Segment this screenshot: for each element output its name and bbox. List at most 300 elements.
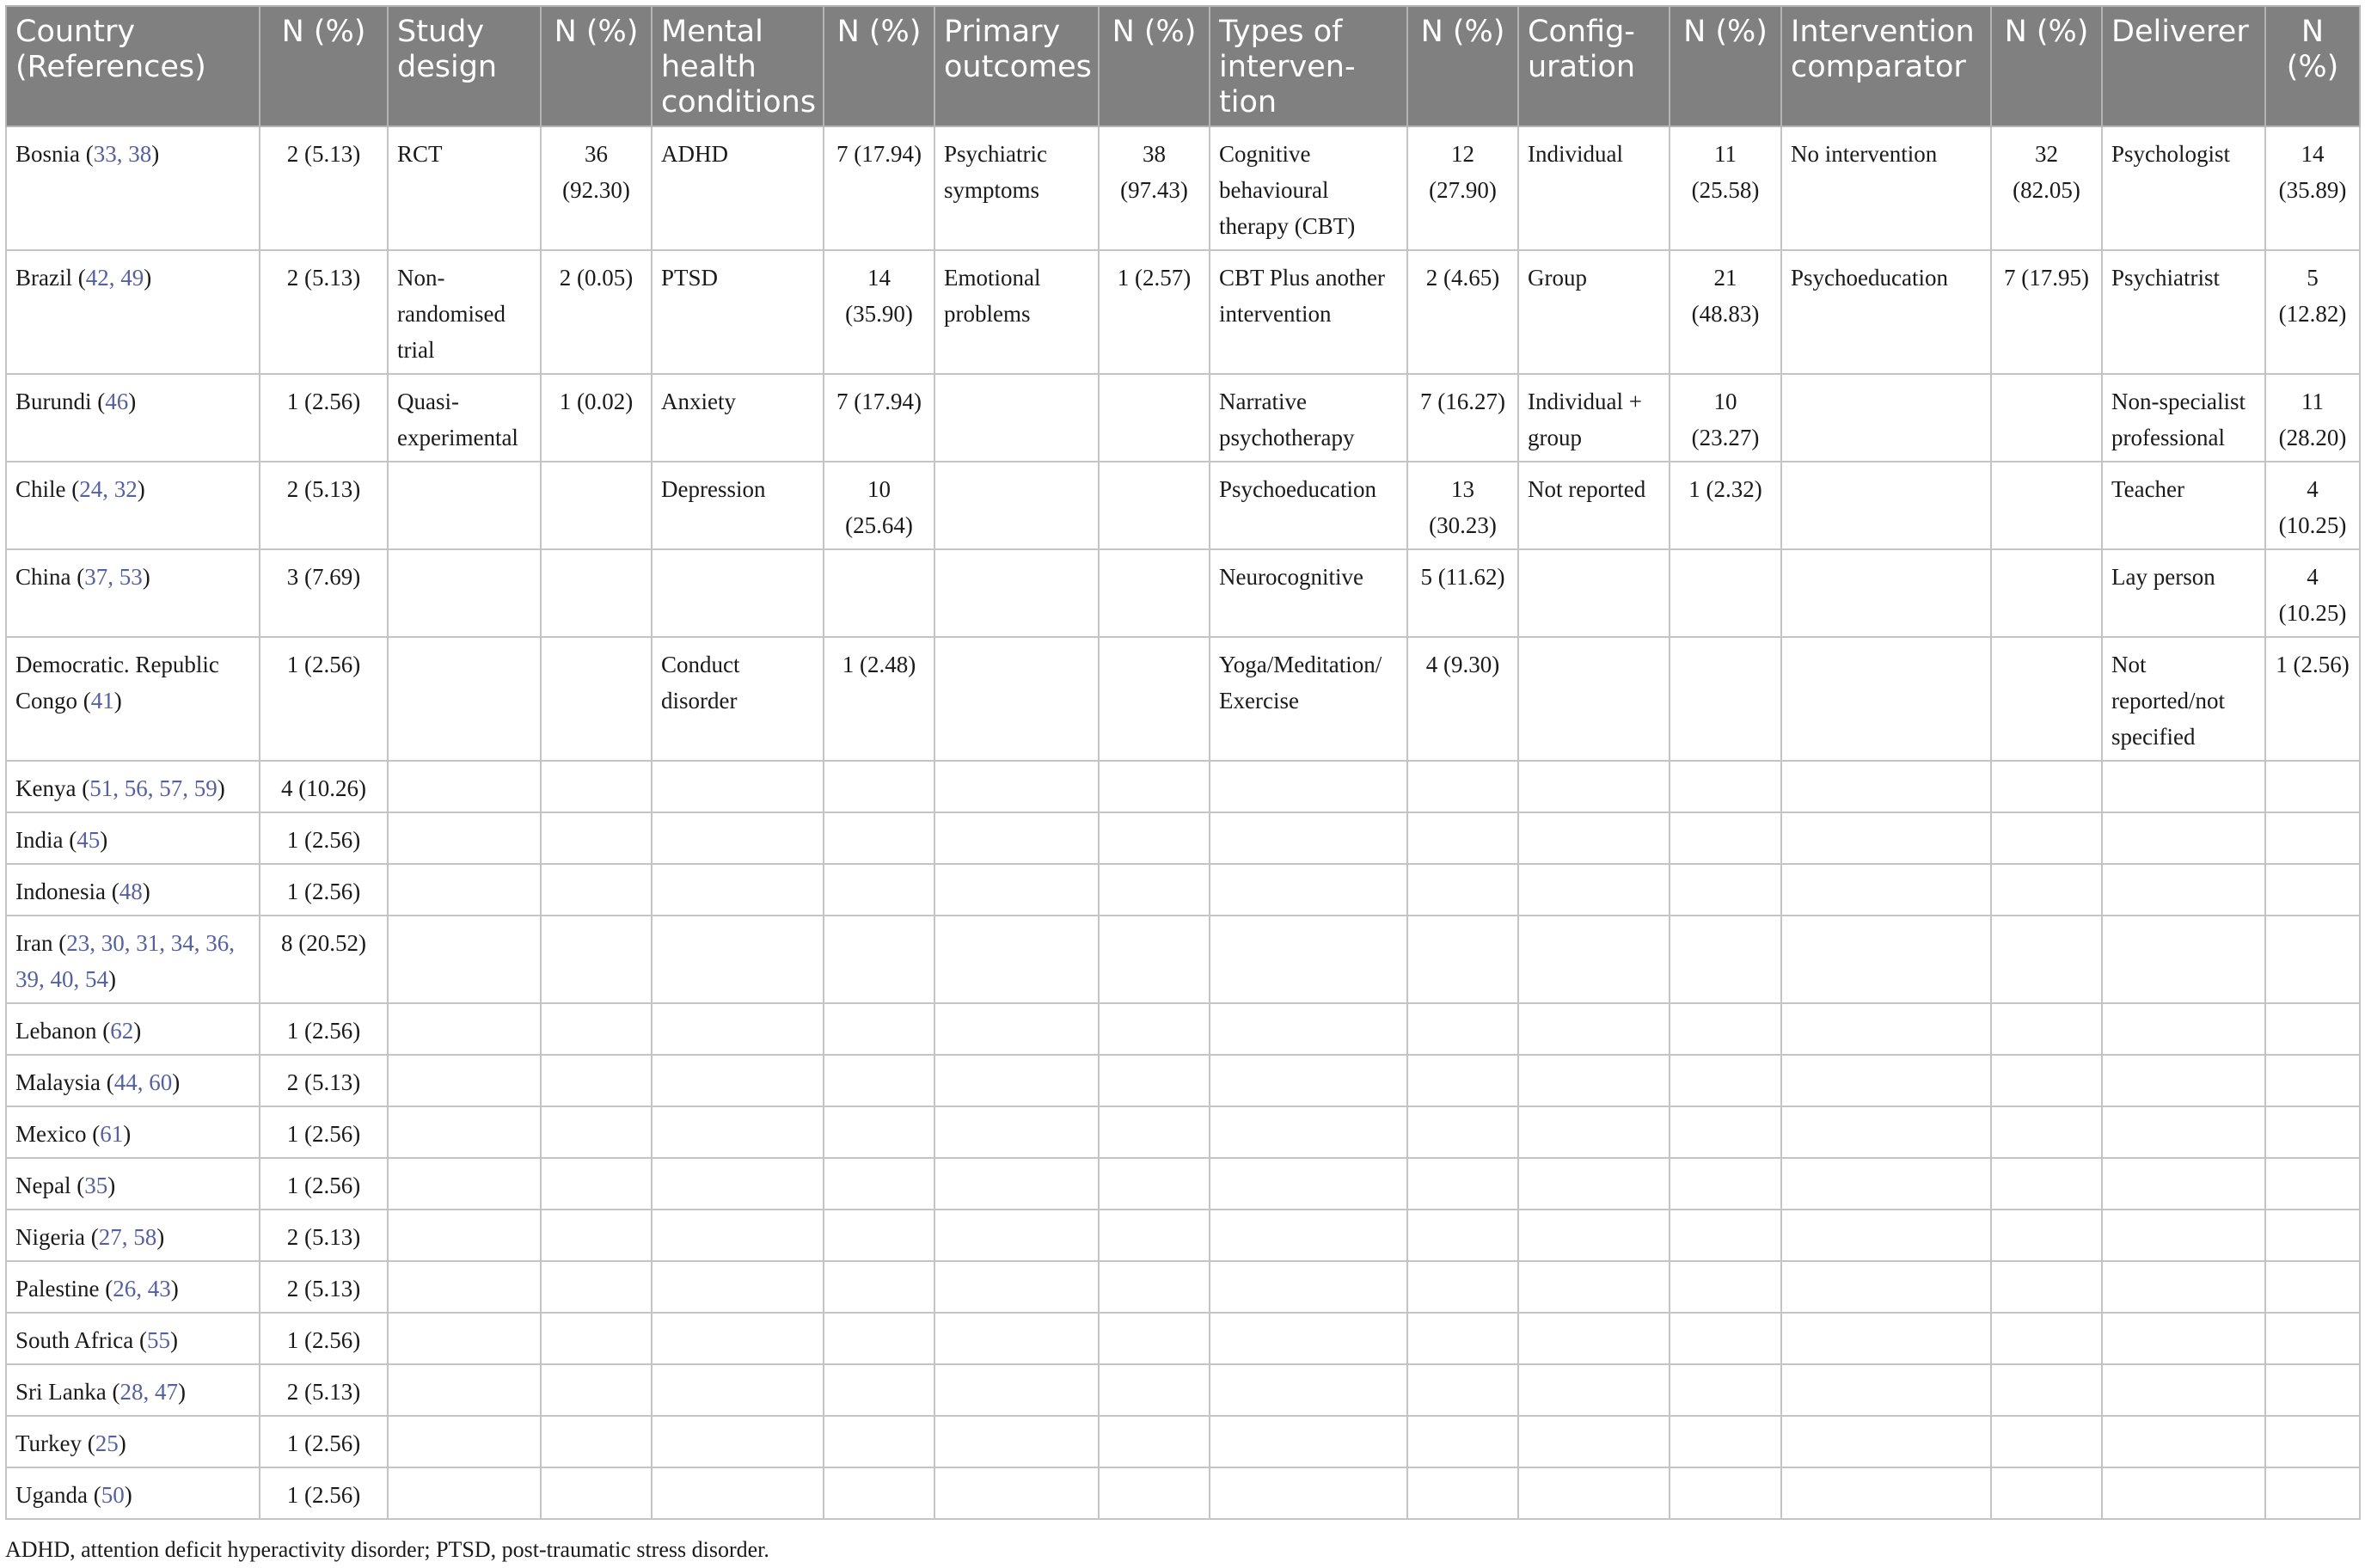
table-row [6, 1210, 2360, 1261]
intervention-n-cell [1407, 812, 1518, 864]
outcome-cell [934, 1467, 1099, 1519]
study-design-cell [388, 1416, 541, 1467]
country-name: Palestine [15, 1276, 100, 1302]
deliverer-cell [2102, 1158, 2265, 1210]
outcome-cell [934, 1158, 1099, 1210]
condition-n-cell [824, 549, 934, 637]
table-row [6, 462, 2360, 549]
intervention-n-cell [1407, 1210, 1518, 1261]
reference-link[interactable]: 48 [119, 879, 143, 904]
configuration-n-cell [1670, 1210, 1781, 1261]
outcome-cell [934, 1003, 1099, 1055]
configuration-cell [1518, 1467, 1670, 1519]
study-design-cell: RCT [388, 126, 541, 250]
table-row [6, 250, 2360, 374]
outcome-cell [934, 812, 1099, 864]
study-design-cell [388, 1106, 541, 1158]
intervention-n-cell: 7 (16.27) [1407, 374, 1518, 462]
outcome-cell [934, 549, 1099, 637]
country-n-cell: 2 (5.13) [260, 250, 388, 374]
country-cell: Democratic. Republic Congo (41) [6, 637, 260, 761]
reference-link[interactable]: 42, 49 [85, 265, 144, 291]
condition-n-cell [824, 916, 934, 1003]
configuration-n-cell [1670, 864, 1781, 916]
country-name: Democratic. Republic Congo [15, 652, 219, 714]
design-n-cell [541, 637, 652, 761]
comparator-n-cell [1991, 637, 2102, 761]
intervention-n-cell [1407, 1364, 1518, 1416]
comparator-cell [1781, 1210, 1991, 1261]
configuration-cell [1518, 1210, 1670, 1261]
outcome-n-cell [1099, 1055, 1210, 1106]
country-n-cell: 1 (2.56) [260, 637, 388, 761]
deliverer-n-cell [2265, 1210, 2360, 1261]
comparator-cell [1781, 761, 1991, 812]
configuration-n-cell [1670, 1261, 1781, 1313]
intervention-n-cell [1407, 1106, 1518, 1158]
configuration-cell [1518, 1313, 1670, 1364]
country-n-cell: 4 (10.26) [260, 761, 388, 812]
table-row [6, 549, 2360, 637]
country-n-cell: 1 (2.56) [260, 1158, 388, 1210]
country-name: India [15, 827, 64, 853]
country-name: Lebanon [15, 1018, 97, 1044]
outcome-cell [934, 1313, 1099, 1364]
configuration-n-cell [1670, 549, 1781, 637]
deliverer-cell: Psychiatrist [2102, 250, 2265, 374]
outcome-n-cell: 1 (2.57) [1099, 250, 1210, 374]
country-name: Bosnia [15, 141, 81, 167]
country-name: Mexico [15, 1121, 87, 1147]
deliverer-n-cell: 4 (10.25) [2265, 462, 2360, 549]
configuration-cell [1518, 1055, 1670, 1106]
country-cell: India (45) [6, 812, 260, 864]
intervention-n-cell [1407, 1467, 1518, 1519]
reference-link[interactable]: 26, 43 [113, 1276, 171, 1302]
configuration-n-cell: 11 (25.58) [1670, 126, 1781, 250]
intervention-cell [1210, 1210, 1407, 1261]
country-name: Chile [15, 476, 66, 502]
header-primary-outcomes: Primary outcomes [934, 6, 1099, 126]
study-design-cell [388, 864, 541, 916]
configuration-cell [1518, 761, 1670, 812]
deliverer-cell [2102, 761, 2265, 812]
intervention-cell [1210, 1055, 1407, 1106]
intervention-cell: Yoga/Meditation/ Exercise [1210, 637, 1407, 761]
configuration-n-cell [1670, 1003, 1781, 1055]
intervention-n-cell: 4 (9.30) [1407, 637, 1518, 761]
deliverer-cell: Not reported/not specified [2102, 637, 2265, 761]
comparator-n-cell [1991, 1003, 2102, 1055]
configuration-cell [1518, 1106, 1670, 1158]
country-cell: Lebanon (62) [6, 1003, 260, 1055]
design-n-cell [541, 1055, 652, 1106]
intervention-cell [1210, 1364, 1407, 1416]
condition-cell [652, 916, 824, 1003]
outcome-n-cell [1099, 916, 1210, 1003]
reference-link[interactable]: 51, 56, 57, 59 [89, 775, 218, 801]
header-n-design: N (%) [541, 6, 652, 126]
outcome-cell [934, 916, 1099, 1003]
table-row [6, 864, 2360, 916]
comparator-cell [1781, 1313, 1991, 1364]
outcome-cell [934, 1106, 1099, 1158]
condition-n-cell [824, 1364, 934, 1416]
study-design-cell [388, 916, 541, 1003]
reference-link[interactable]: 23, 30, 31, 34, 36, 39, 40, 54 [15, 930, 235, 992]
condition-n-cell [824, 1416, 934, 1467]
comparator-n-cell [1991, 864, 2102, 916]
country-cell: Nigeria (27, 58) [6, 1210, 260, 1261]
outcome-n-cell: 38 (97.43) [1099, 126, 1210, 250]
country-name: China [15, 564, 71, 590]
deliverer-cell [2102, 1055, 2265, 1106]
deliverer-cell: Lay person [2102, 549, 2265, 637]
intervention-n-cell [1407, 864, 1518, 916]
condition-cell [652, 1467, 824, 1519]
deliverer-cell [2102, 1364, 2265, 1416]
table-row [6, 1261, 2360, 1313]
study-design-cell [388, 637, 541, 761]
configuration-n-cell: 1 (2.32) [1670, 462, 1781, 549]
intervention-cell [1210, 1106, 1407, 1158]
deliverer-n-cell: 14 (35.89) [2265, 126, 2360, 250]
intervention-n-cell: 2 (4.65) [1407, 250, 1518, 374]
comparator-cell [1781, 1416, 1991, 1467]
intervention-cell: Cognitive behavioural therapy (CBT) [1210, 126, 1407, 250]
outcome-n-cell [1099, 462, 1210, 549]
intervention-cell [1210, 1416, 1407, 1467]
configuration-cell: Group [1518, 250, 1670, 374]
reference-link[interactable]: 35 [84, 1173, 108, 1198]
deliverer-cell [2102, 1416, 2265, 1467]
comparator-n-cell: 7 (17.95) [1991, 250, 2102, 374]
comparator-n-cell: 32 (82.05) [1991, 126, 2102, 250]
intervention-cell [1210, 1313, 1407, 1364]
outcome-n-cell [1099, 812, 1210, 864]
country-cell: Mexico (61) [6, 1106, 260, 1158]
country-n-cell: 2 (5.13) [260, 1055, 388, 1106]
deliverer-n-cell [2265, 1158, 2360, 1210]
intervention-cell [1210, 1003, 1407, 1055]
design-n-cell [541, 1313, 652, 1364]
header-n-intervention: N (%) [1407, 6, 1518, 126]
table-header-row [6, 6, 2360, 126]
design-n-cell [541, 1003, 652, 1055]
deliverer-cell [2102, 916, 2265, 1003]
country-n-cell: 2 (5.13) [260, 126, 388, 250]
country-cell: Sri Lanka (28, 47) [6, 1364, 260, 1416]
outcome-n-cell [1099, 1003, 1210, 1055]
header-deliverer: Deliverer [2102, 6, 2265, 126]
comparator-cell [1781, 864, 1991, 916]
outcome-cell [934, 1416, 1099, 1467]
country-n-cell: 2 (5.13) [260, 1210, 388, 1261]
configuration-cell [1518, 1158, 1670, 1210]
deliverer-n-cell [2265, 1106, 2360, 1158]
deliverer-n-cell [2265, 864, 2360, 916]
outcome-cell [934, 864, 1099, 916]
intervention-n-cell: 12 (27.90) [1407, 126, 1518, 250]
study-design-cell [388, 549, 541, 637]
condition-n-cell: 7 (17.94) [824, 126, 934, 250]
country-n-cell: 1 (2.56) [260, 374, 388, 462]
study-design-cell [388, 462, 541, 549]
country-n-cell: 1 (2.56) [260, 1313, 388, 1364]
reference-link[interactable]: 24, 32 [79, 476, 138, 502]
table-row [6, 1416, 2360, 1467]
condition-n-cell: 7 (17.94) [824, 374, 934, 462]
configuration-cell [1518, 1416, 1670, 1467]
condition-cell [652, 1003, 824, 1055]
country-name: Brazil [15, 265, 72, 291]
deliverer-n-cell [2265, 812, 2360, 864]
condition-cell [652, 549, 824, 637]
condition-n-cell [824, 1210, 934, 1261]
deliverer-cell: Non-specialist professional [2102, 374, 2265, 462]
configuration-n-cell [1670, 1467, 1781, 1519]
country-cell: Brazil (42, 49) [6, 250, 260, 374]
outcome-n-cell [1099, 864, 1210, 916]
country-name: Nepal [15, 1173, 71, 1198]
intervention-cell [1210, 1467, 1407, 1519]
reference-link[interactable]: 62 [110, 1018, 134, 1044]
configuration-n-cell [1670, 1313, 1781, 1364]
condition-cell: Anxiety [652, 374, 824, 462]
deliverer-n-cell [2265, 1003, 2360, 1055]
condition-n-cell [824, 1158, 934, 1210]
condition-cell [652, 1416, 824, 1467]
condition-n-cell: 10 (25.64) [824, 462, 934, 549]
intervention-cell: Neurocognitive [1210, 549, 1407, 637]
study-design-cell [388, 1313, 541, 1364]
comparator-cell [1781, 462, 1991, 549]
study-design-cell [388, 1158, 541, 1210]
deliverer-cell [2102, 1106, 2265, 1158]
configuration-n-cell [1670, 1158, 1781, 1210]
condition-cell [652, 812, 824, 864]
header-configuration: Config-uration [1518, 6, 1670, 126]
table-row [6, 1467, 2360, 1519]
country-n-cell: 2 (5.13) [260, 1261, 388, 1313]
reference-link[interactable]: 46 [105, 389, 129, 414]
deliverer-cell [2102, 1313, 2265, 1364]
design-n-cell [541, 1416, 652, 1467]
configuration-cell [1518, 1364, 1670, 1416]
reference-link[interactable]: 41 [90, 688, 114, 714]
study-design-cell: Quasi-experimental [388, 374, 541, 462]
outcome-cell [934, 1210, 1099, 1261]
design-n-cell [541, 812, 652, 864]
outcome-n-cell [1099, 637, 1210, 761]
comparator-n-cell [1991, 1313, 2102, 1364]
comparator-n-cell [1991, 1210, 2102, 1261]
design-n-cell: 1 (0.02) [541, 374, 652, 462]
country-n-cell: 1 (2.56) [260, 1003, 388, 1055]
intervention-n-cell: 5 (11.62) [1407, 549, 1518, 637]
country-cell: Uganda (50) [6, 1467, 260, 1519]
country-name: Iran [15, 930, 53, 956]
intervention-cell: Narrative psychotherapy [1210, 374, 1407, 462]
outcome-cell [934, 1055, 1099, 1106]
configuration-n-cell [1670, 761, 1781, 812]
configuration-n-cell [1670, 1416, 1781, 1467]
country-name: Sri Lanka [15, 1379, 107, 1405]
country-name: Kenya [15, 775, 77, 801]
design-n-cell: 36 (92.30) [541, 126, 652, 250]
comparator-n-cell [1991, 812, 2102, 864]
country-cell: Nepal (35) [6, 1158, 260, 1210]
study-design-cell [388, 812, 541, 864]
comparator-cell [1781, 374, 1991, 462]
outcome-n-cell [1099, 549, 1210, 637]
country-n-cell: 1 (2.56) [260, 1106, 388, 1158]
design-n-cell [541, 1210, 652, 1261]
configuration-cell [1518, 1261, 1670, 1313]
configuration-n-cell [1670, 916, 1781, 1003]
country-cell: Malaysia (44, 60) [6, 1055, 260, 1106]
comparator-cell [1781, 1261, 1991, 1313]
condition-cell [652, 1055, 824, 1106]
reference-link[interactable]: 44, 60 [113, 1069, 173, 1095]
comparator-cell: No intervention [1781, 126, 1991, 250]
reference-link[interactable]: 33, 38 [93, 141, 152, 167]
condition-cell [652, 1364, 824, 1416]
intervention-n-cell [1407, 1313, 1518, 1364]
intervention-n-cell [1407, 916, 1518, 1003]
condition-n-cell [824, 1055, 934, 1106]
country-cell: Kenya (51, 56, 57, 59) [6, 761, 260, 812]
study-design-cell: Non-randomised trial [388, 250, 541, 374]
deliverer-cell: Teacher [2102, 462, 2265, 549]
reference-link[interactable]: 61 [100, 1121, 124, 1147]
comparator-n-cell [1991, 916, 2102, 1003]
country-name: Nigeria [15, 1224, 85, 1250]
condition-cell [652, 1210, 824, 1261]
country-name: Malaysia [15, 1069, 101, 1095]
condition-cell: PTSD [652, 250, 824, 374]
comparator-cell [1781, 1467, 1991, 1519]
table-row [6, 812, 2360, 864]
condition-cell [652, 1106, 824, 1158]
comparator-n-cell [1991, 1467, 2102, 1519]
condition-n-cell [824, 812, 934, 864]
country-n-cell: 8 (20.52) [260, 916, 388, 1003]
comparator-n-cell [1991, 1364, 2102, 1416]
design-n-cell [541, 1106, 652, 1158]
comparator-cell [1781, 637, 1991, 761]
reference-link[interactable]: 25 [95, 1430, 119, 1456]
header-types-of-intervention: Types of interven-tion [1210, 6, 1407, 126]
comparator-n-cell [1991, 374, 2102, 462]
deliverer-n-cell: 4 (10.25) [2265, 549, 2360, 637]
table-row [6, 126, 2360, 250]
table-row [6, 1158, 2360, 1210]
comparator-n-cell [1991, 549, 2102, 637]
outcome-n-cell [1099, 1158, 1210, 1210]
outcome-n-cell [1099, 1467, 1210, 1519]
reference-link[interactable]: 27, 58 [98, 1224, 157, 1250]
intervention-cell: Psychoeducation [1210, 462, 1407, 549]
outcome-cell [934, 1261, 1099, 1313]
header-intervention-comparator: Intervention comparator [1781, 6, 1991, 126]
reference-link[interactable]: 37, 53 [84, 564, 143, 590]
reference-link[interactable]: 55 [146, 1327, 170, 1353]
intervention-cell: CBT Plus another intervention [1210, 250, 1407, 374]
configuration-cell [1518, 812, 1670, 864]
country-cell: Turkey (25) [6, 1416, 260, 1467]
condition-cell [652, 1261, 824, 1313]
configuration-cell [1518, 916, 1670, 1003]
comparator-n-cell [1991, 1158, 2102, 1210]
country-name: Uganda [15, 1482, 88, 1508]
deliverer-n-cell [2265, 1055, 2360, 1106]
header-n-configuration: N (%) [1670, 6, 1781, 126]
design-n-cell [541, 1467, 652, 1519]
comparator-cell [1781, 1364, 1991, 1416]
outcome-cell [934, 761, 1099, 812]
condition-n-cell [824, 1313, 934, 1364]
condition-cell: ADHD [652, 126, 824, 250]
condition-n-cell [824, 1106, 934, 1158]
configuration-cell [1518, 637, 1670, 761]
study-design-cell [388, 1003, 541, 1055]
intervention-cell [1210, 812, 1407, 864]
configuration-n-cell [1670, 812, 1781, 864]
comparator-n-cell [1991, 1106, 2102, 1158]
reference-link[interactable]: 45 [77, 827, 101, 853]
country-n-cell: 1 (2.56) [260, 1467, 388, 1519]
country-n-cell: 1 (2.56) [260, 812, 388, 864]
condition-n-cell [824, 1261, 934, 1313]
country-cell: Palestine (26, 43) [6, 1261, 260, 1313]
table-row [6, 374, 2360, 462]
country-n-cell: 2 (5.13) [260, 462, 388, 549]
configuration-cell [1518, 549, 1670, 637]
outcome-cell [934, 374, 1099, 462]
intervention-n-cell [1407, 1158, 1518, 1210]
reference-link[interactable]: 28, 47 [119, 1379, 178, 1405]
intervention-n-cell [1407, 1416, 1518, 1467]
comparator-n-cell [1991, 1261, 2102, 1313]
condition-cell: Conduct disorder [652, 637, 824, 761]
country-n-cell: 1 (2.56) [260, 1416, 388, 1467]
table-row [6, 1055, 2360, 1106]
condition-n-cell: 14 (35.90) [824, 250, 934, 374]
country-n-cell: 2 (5.13) [260, 1364, 388, 1416]
design-n-cell [541, 916, 652, 1003]
table-footnote: ADHD, attention deficit hyperactivity disorder; PTSD, post-traumatic stress disorder. [5, 1537, 769, 1562]
comparator-n-cell [1991, 1055, 2102, 1106]
outcome-cell [934, 1364, 1099, 1416]
country-cell: Bosnia (33, 38) [6, 126, 260, 250]
country-cell: South Africa (55) [6, 1313, 260, 1364]
outcome-cell: Psychiatric symptoms [934, 126, 1099, 250]
reference-link[interactable]: 50 [101, 1482, 125, 1508]
deliverer-cell [2102, 1467, 2265, 1519]
condition-n-cell [824, 864, 934, 916]
comparator-n-cell [1991, 761, 2102, 812]
study-design-cell [388, 1261, 541, 1313]
configuration-n-cell: 21 (48.83) [1670, 250, 1781, 374]
deliverer-n-cell [2265, 761, 2360, 812]
deliverer-n-cell: 1 (2.56) [2265, 637, 2360, 761]
outcome-n-cell [1099, 761, 1210, 812]
comparator-cell [1781, 1106, 1991, 1158]
deliverer-cell: Psychologist [2102, 126, 2265, 250]
configuration-cell: Individual + group [1518, 374, 1670, 462]
condition-cell [652, 864, 824, 916]
